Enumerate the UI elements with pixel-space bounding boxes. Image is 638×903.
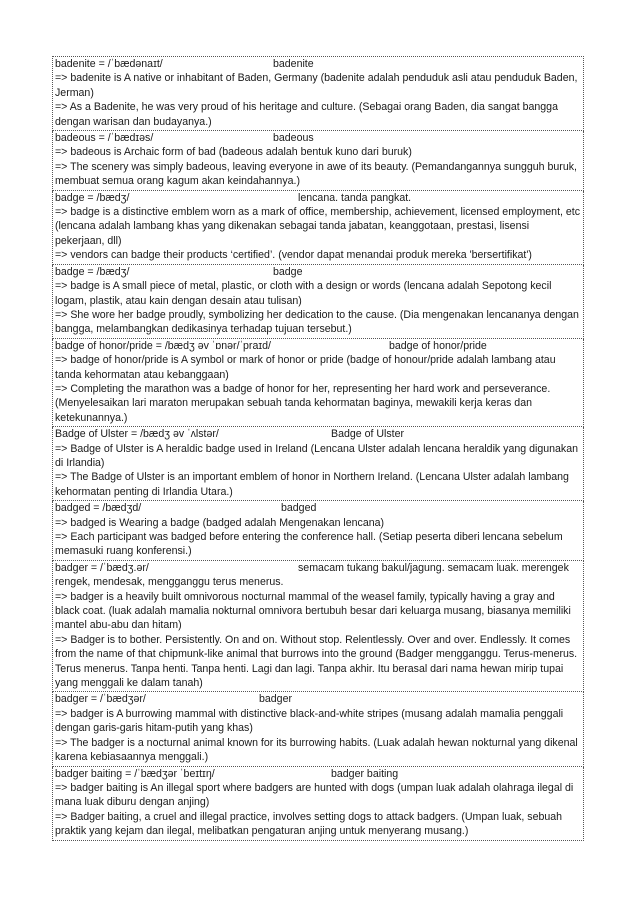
dictionary-entry	[52, 767, 584, 841]
entry-example: => The scenery was simply badeous, leaving everyone in awe of its beauty. (Pemandangannya sungguh buruk, membuat semua orang kagum akan keindahannya.)	[55, 160, 577, 188]
entry-translation: badger baiting	[331, 767, 399, 780]
dictionary-entry	[52, 501, 584, 561]
entry-definition: => badger is a heavily built omnivorous nocturnal mammal of the weasel family, typically having a gray and black coat. (luak adalah mamalia nokturnal omnivora bertubuh besar dari keluarga musang, biasanya memiliki mantel abu-abu dan hitam)	[55, 590, 571, 632]
dictionary-entry	[52, 131, 584, 191]
entry-term: Badge of Ulster = /bædʒ əv ˈʌlstər/	[55, 428, 219, 441]
entry-definition: => badged is Wearing a badge (badged adalah Mengenakan lencana)	[55, 516, 385, 529]
entry-header	[55, 767, 581, 781]
entry-definition: => badeous is Archaic form of bad (badeous adalah bentuk kuno dari buruk)	[55, 146, 412, 159]
entry-term: badger = /ˈbædʒ.ər/	[55, 561, 149, 574]
entry-term: badge of honor/pride = /bædʒ əv ˈɒnər/ˈpraɪd/	[55, 339, 271, 352]
entry-example: => vendors can badge their products ‘certified’. (vendor dapat menandai produk mereka 'bersertifikat')	[55, 249, 532, 262]
entry-term: badger = /ˈbædʒər/	[55, 693, 146, 706]
entry-header	[55, 57, 581, 71]
entry-translation: badge of honor/pride	[389, 339, 487, 352]
entry-header	[55, 501, 581, 515]
entry-header	[55, 131, 581, 145]
dictionary-page	[52, 56, 584, 841]
dictionary-entry	[52, 191, 584, 265]
entry-definition: => badge of honor/pride is A symbol or mark of honor or pride (badge of honour/pride adalah lambang atau tanda kehormatan atau kebanggaan)	[55, 354, 556, 381]
entry-example: => Badger baiting, a cruel and illegal practice, involves setting dogs to attack badgers. (Umpan luak, sebuah praktik yang kejam dan ilegal, melibatkan pengaturan anjing untuk menyerang musang.)	[55, 810, 563, 838]
entry-definition: => badger is A burrowing mammal with distinctive black-and-white stripes (musang adalah mamalia penggali dengan garis-garis hitam-putih yang khas)	[55, 707, 564, 735]
entry-header	[55, 561, 581, 590]
entry-example: => The Badge of Ulster is an important emblem of honor in Northern Ireland. (Lencana Ulster adalah lambang kehormatan penting di Irlandia Utara.)	[55, 471, 569, 498]
entry-term: badged = /bædʒd/	[55, 502, 142, 515]
entry-header	[55, 265, 581, 279]
entry-translation: Badge of Ulster	[331, 428, 405, 441]
entry-definition: => badger baiting is An illegal sport where badgers are hunted with dogs (umpan luak adalah olahraga ilegal di mana luak diburu dengan anjing)	[55, 781, 574, 809]
entry-translation: badged	[281, 502, 317, 515]
dictionary-entry	[52, 265, 584, 339]
entry-term: badge = /bædʒ/	[55, 265, 130, 278]
entry-term: badenite = /ˈbædənaɪt/	[55, 58, 163, 70]
entry-definition: => badge is A small piece of metal, plastic, or cloth with a design or words (lencana adalah Sepotong kecil logam, plastik, atau kain dengan desain atau tulisan)	[55, 280, 552, 307]
dictionary-entry	[52, 561, 584, 693]
entry-translation: lencana. tanda pangkat.	[298, 191, 412, 204]
entry-term: badge = /bædʒ/	[55, 191, 130, 204]
entry-translation: badge	[273, 265, 303, 278]
dictionary-entry	[52, 339, 584, 427]
entry-example: => Completing the marathon was a badge of honor for her, representing her hard work and perseverance. (Menyelesaikan lari maraton merupakan sebuah tanda kehormatan baginya, mewakili kerja keras dan ketekunannya.)	[55, 382, 551, 424]
entry-translation: badenite	[273, 58, 314, 70]
entry-translation: badger	[259, 693, 292, 706]
entry-header	[55, 339, 581, 353]
entry-example: => Badger is to bother. Persistently. On and on. Without stop. Relentlessly. Over and over. Endlessly. It comes from the name of that chipmunk-like animal that burrows into the ground (Badger mengganggu. Terus-menerus. Terus menerus. Tanpa henti. Tanpa henti. Lagi dan lagi. Tanpa akhir. Itu berasal dari nama hewan mirip tupai yang menggali ke dalam tanah)	[55, 633, 578, 690]
entry-term: badger baiting = /ˈbædʒər ˈbeɪtɪŋ/	[55, 767, 215, 780]
entry-header	[55, 191, 581, 205]
dictionary-entry	[52, 692, 584, 766]
entry-example: => As a Badenite, he was very proud of his heritage and culture. (Sebagai orang Baden, dia sangat bangga dengan warisan dan budayanya.)	[55, 101, 558, 128]
entry-translation: semacam tukang bakul/jagung. semacam luak. merengek rengek, mendesak, mengganggu terus menerus.	[55, 561, 569, 589]
entry-definition: => badenite is A native or inhabitant of Baden, Germany (badenite adalah penduduk asli atau penduduk Baden, Jerman)	[55, 72, 578, 99]
entry-header	[55, 427, 581, 441]
entry-translation: badeous	[273, 132, 314, 145]
dictionary-entry	[52, 56, 584, 131]
entry-example: => The badger is a nocturnal animal known for its burrowing habits. (Luak adalah hewan nokturnal yang dikenal karena kebiasaannya menggali.)	[55, 736, 578, 764]
entry-example: => Each participant was badged before entering the conference hall. (Setiap peserta diberi lencana sebelum memasuki ruang konferensi.)	[55, 531, 563, 558]
entry-definition: => badge is a distinctive emblem worn as a mark of office, membership, achievement, licensed employment, etc (lencana adalah lambang khas yang dikenakan sebagai tanda jabatan, keanggotaan, prestasi, lisensi pekerjaan, dll)	[55, 206, 581, 247]
entry-header	[55, 692, 581, 706]
entry-term: badeous = /ˈbædɪəs/	[55, 132, 154, 145]
entry-example: => She wore her badge proudly, symbolizing her dedication to the cause. (Dia mengenakan lencananya dengan bangga, melambangkan dedikasinya terhadap tujuan tersebut.)	[55, 308, 579, 336]
entry-definition: => Badge of Ulster is A heraldic badge used in Ireland (Lencana Ulster adalah lencana heraldik yang digunakan di Irlandia)	[55, 442, 578, 469]
dictionary-entry	[52, 427, 584, 501]
